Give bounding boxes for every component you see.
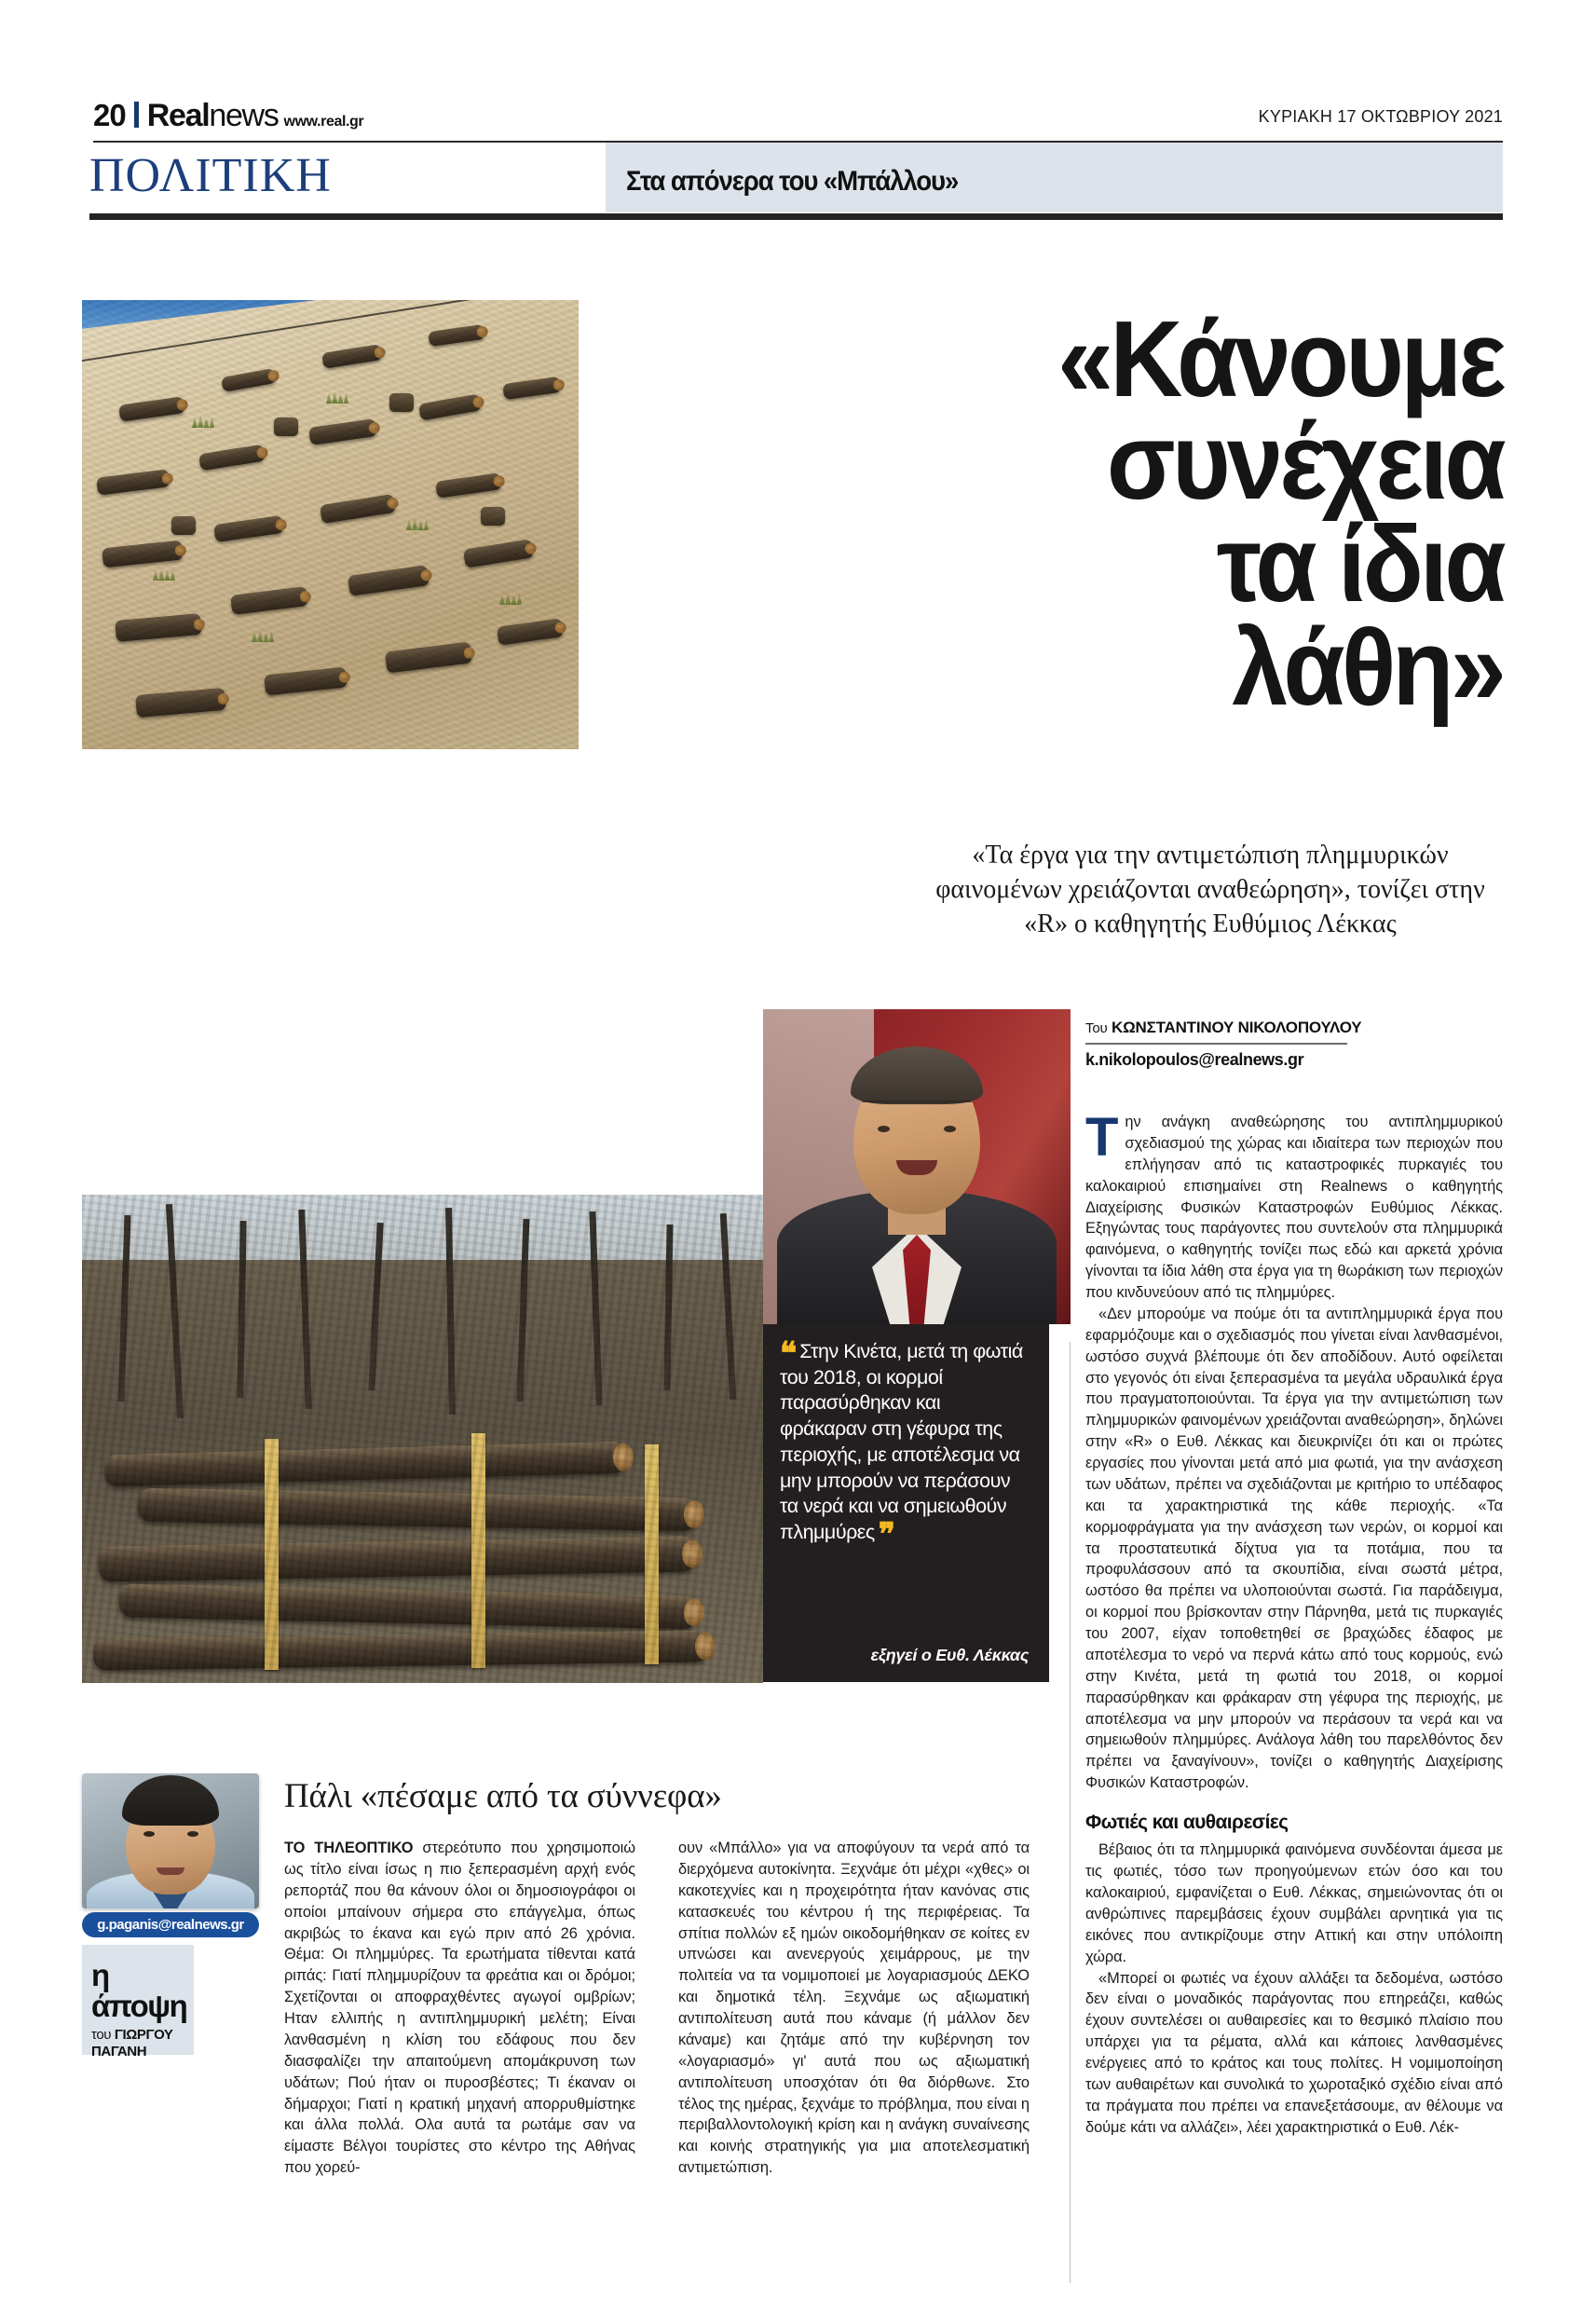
headline-line-1: «Κάνουμε	[1057, 298, 1503, 419]
portrait-glasses	[862, 1101, 972, 1127]
masthead-brand-group	[93, 98, 363, 134]
brand-light-part: news	[209, 98, 279, 133]
portrait-eye-right	[944, 1126, 956, 1132]
quote-close-icon: ❞	[878, 1517, 894, 1553]
byline-rule	[1085, 1043, 1347, 1045]
article-paragraph-4: «Μπορεί οι φωτιές να έχουν αλλάξει τα δεδομένα, ωστόσο δεν είναι ο μοναδικός παράγοντας που επηρεάζει, καθώς έχουν συντελέσει οι αυθαιρεσίες και το θεσμικό πλαίσιο που υπάρχει για τα ρέματα, αλλά και κάποιες λανθασμένες ενέργειες από το κράτος και τους πολίτες. Η νομιμοποίηση των αυθαιρέτων και συνολικά το χωροταξικό σχέδιο είναι από τα πράγματα που πρέπει να επανεξετάσουμε, αν θέλουμε να δούμε κάτι να αλλάζει», λέει χαρακτηριστικά ο Ευθ. Λέκ-	[1085, 1969, 1503, 2136]
portrait-eye-left	[878, 1126, 890, 1132]
brand-logo	[147, 98, 364, 134]
headline-line-2: συνέχεια	[1106, 401, 1503, 523]
pull-quote-box	[763, 1324, 1049, 1682]
article-deck: «Τα έργα για την αντιμετώπιση πλημμυρικών φαινομένων χρειάζονται αναθεώρηση», τονίζει στην «R» ο καθηγητής Ευθύμιος Λέκκας	[935, 841, 1485, 939]
photo-burnt-forest-logs	[82, 1195, 763, 1683]
masthead-divider-bar	[134, 102, 139, 128]
section-kicker-text: Στα απόνερα του «Μπάλλου»	[626, 166, 959, 197]
portrait-photo-lekkas	[763, 1009, 1071, 1324]
pull-quote-text-wrap	[780, 1336, 1029, 1553]
pull-quote-text: Στην Κινέτα, μετά τη φωτιά του 2018, οι κορμοί παρασύρθηκαν και φράκαραν στη γέφυρα της περιοχής, με αποτέλεσμα να μην μπορούν να περάσουν τα νερά και να σημειωθούν πλημμύρες	[780, 1340, 1023, 1544]
opinion-label-badge	[82, 1945, 194, 2059]
byline-name-line	[1085, 1019, 1503, 1037]
photo-texture	[82, 300, 579, 749]
forest-photo-texture	[82, 1195, 763, 1683]
opinion-paragraph-2: ουν «Μπάλλο» για να αποφύγουν τα νερά από τα διερχόμενα αυτοκίνητα. Ξεχνάμε ότι μέχρι «χθες» οι κακοτεχνίες και η προχειρότητα ήταν κανόνας στις κατασκευές του κέντρου ή της περιφέρειας. Τα σπίτια πολλών εξ ημών οικοδομήθηκαν σε κοίτες εν υπνώσει και ανενεργούς χειμάρρους, με την πολιτεία να τα νομιμοποιεί με λογαριασμούς ΔΕΚΟ και δημοτικά τέλη. Ξεχνάμε ως αξιωματική αντιπολίτευση αυτά που κάναμε (ή μάλλον δεν κάναμε) και ζητάμε από την κυβέρνηση τον «λογαριασμό» γι' αυτά που ως αξιωματική αντιπολίτευση υποσχόταν ότι θα διόρθωνε. Στο τέλος της ημέρας, ξεχνάμε το πρόβλημα, που είναι η περιβαλλοντολογική κρίση και η ανάγκη συναίνεσης και κοινής στρατηγικής για μια αποτελεσματική αντιμετώπιση.	[678, 1840, 1030, 2177]
opinion-badge-prefix: του	[91, 2027, 112, 2043]
opinion-title: Πάλι «πέσαμε από τα σύννεφα»	[284, 1777, 722, 1815]
article-paragraph-3: Βέβαιος ότι τα πλημμυρικά φαινόμενα συνδέονται άμεσα με τις φωτιές, τόσο των προηγούμενων ετών όσο και του καλοκαιριού, εμφανίζεται ο Ευθ. Λέκκας, σημειώνοντας ότι οι ανθρώπινες παρεμβάσεις έχουν συμβάλει αρνητικά για τις εικόνες που αντικρίζουμε στην Αττική και στην υπόλοιπη χώρα.	[1085, 1841, 1503, 1965]
brand-url: www.real.gr	[283, 114, 364, 130]
article-body-column	[1085, 1107, 1503, 2139]
opinion-author-email-badge[interactable]: g.paganis@realnews.gr	[82, 1912, 259, 1937]
page-number: 20	[93, 98, 126, 132]
pull-quote-attribution: εξηγεί ο Ευθ. Λέκκας	[870, 1646, 1029, 1664]
opinion-photo-eye-right	[187, 1831, 198, 1837]
quote-open-icon: ❝	[780, 1336, 796, 1372]
opinion-body-columns	[284, 1838, 1030, 2294]
column-divider	[1070, 1342, 1071, 2283]
opinion-badge-author-line	[91, 2027, 194, 2060]
article-paragraph-1-text: ην ανάγκη αναθεώρησης του αντιπλημμυρικού σχεδιασμού της χώρας και ιδιαίτερα των περιοχών που επλήγησαν από τις καταστροφικές πυρκαγιές του καλοκαιριού επισημαίνει στη Realnews ο καθηγητής Διαχείρισης Φυσικών Καταστροφών Ευθύμιος Λέκκας. Εξηγώντας τους παράγοντες που συντελούν στα πλημμυρικά φαινόμενα, ο καθηγητής τονίζει πως εδώ και αρκετά χρόνια γίνονται τα ίδια λάθη στα έργα για τη θωράκιση των περιοχών που κινδυνεύουν από τις πλημμύρες.	[1085, 1114, 1503, 1301]
hero-photo-logs-on-slope	[82, 300, 579, 749]
opinion-badge-title: η άποψη	[91, 1958, 187, 2023]
article-headline	[636, 298, 1503, 728]
byline-prefix: Του	[1085, 1020, 1108, 1036]
article-paragraph-2: «Δεν μπορούμε να πούμε ότι τα αντιπλημμυρικά έργα που εφαρμόζουμε και ο σχεδιασμός που γίνεται είναι λανθασμένοι, ωστόσο συχνά βλέπουμε ότι δεν αποδίδουν. Αυτό οφείλεται στο γεγονός ότι είναι ξεπερασμένα τα μεγάλα υδραυλικά έργα που πραγματοποιούνται. Τα έργα για την αντιμετώπιση των πλημμυρικών φαινομένων χρειάζονται αναθεώρηση», δηλώνει στην «R» ο Ευθ. Λέκκας και διευκρινίζει ότι και οι πρώτες εργασίες που γίνονται μετά από μια φωτιά, για την ανάσχεση των υδάτων, πρέπει να σχεδιάζονται με κριτήριο το υπέδαφος και τα χαρακτηριστικά της κάθε περιοχής. «Τα κορμοφράγματα για την ανάσχεση των νερών, οι κορμοί και τα προστατευτικά δίχτυα για τα ποτάμια, που τα προφυλάσσουν από τα σκουπίδια, είναι σωστά μέτρα, ωστόσο θα πρέπει να υλοποιούνται σωστά. Για παράδειγμα, οι κορμοί που βρίσκονταν στην Πάρνηθα, μετά τις πυρκαγιές του 2007, είχαν τοποθετηθεί σε βραχώδες έδαφος με αποτέλεσμα το νερό να περνά κάτω από τους κορμούς, ενώ στην Κινέτα, μετά τη φωτιά του 2018, οι κορμοί παρασύρθηκαν και φράκαραν στη γέφυρα της περιοχής, με αποτέλεσμα να μην μπορούν να περάσουν τα νερά και να σημειωθούν πλημμύρες. Ανάλογα λάθη του παρελθόντος δεν πρέπει να ξαναγίνουν», τονίζει ο καθηγητής Διαχείρισης Φυσικών Καταστροφών.	[1085, 1305, 1503, 1792]
masthead	[93, 98, 1503, 143]
byline-author: ΚΩΝΣΤΑΝΤΙΝΟΥ ΝΙΚΟΛΟΠΟΥΛΟΥ	[1112, 1019, 1362, 1036]
byline	[1085, 1019, 1503, 1070]
brand-bold-part: Real	[146, 98, 210, 133]
section-title: ΠΟΛΙΤΙΚΗ	[89, 149, 332, 202]
section-rule	[89, 213, 1503, 220]
opinion-author-photo	[82, 1773, 259, 1908]
opinion-photo-eye-left	[143, 1831, 155, 1837]
opinion-photo-mouth	[157, 1867, 184, 1875]
publication-date: ΚΥΡΙΑΚΗ 17 ΟΚΤΩΒΡΙΟΥ 2021	[1258, 107, 1503, 126]
opinion-paragraph-1	[284, 1838, 635, 2179]
headline-line-4: λάθη»	[1232, 606, 1503, 728]
article-subheading: Φωτιές και αυθαιρεσίες	[1085, 1812, 1289, 1833]
article-paragraph-1: Τ ην ανάγκη αναθεώρησης του αντιπλημμυρικού σχεδιασμού της χώρας και ιδιαίτερα των περιοχών που επλήγησαν από τις καταστροφικές πυρκαγιές του καλοκαιριού επισημαίνει στη Realnews ο καθηγητής Διαχείρισης Φυσικών Καταστροφών Ευθύμιος Λέκκας. Εξηγώντας τους παράγοντες που συντελούν στα πλημμυρικά φαινόμενα, ο καθηγητής τονίζει πως εδώ και αρκετά χρόνια γίνονται τα ίδια λάθη στα έργα για τη θωράκιση των περιοχών που κινδυνεύουν από τις πλημμύρες.	[1085, 1107, 1503, 1301]
opinion-lead-in: ΤΟ ΤΗΛΕΟΠΤΙΚΟ	[284, 1840, 414, 1856]
headline-line-3: τα ίδια	[1216, 503, 1503, 625]
opinion-badge-author: ΓΙΩΡΓΟΥ ΠΑΓΑΝΗ	[91, 2027, 173, 2059]
byline-email: k.nikolopoulos@realnews.gr	[1085, 1050, 1304, 1069]
opinion-column-1-text: στερεότυπο που χρησιμοποιώ ως τίτλο είναι ίσως η πιο ξεπερασμένη αρχή ενός ρεπορτάζ που θα κάνουν όλοι οι δημοσιογράφοι οι οποίοι μπαίνουν σήμερα στο επάγγελμα, όπως ακριβώς το έκανα και εγώ πριν από 26 χρόνια. Θέμα: Οι πλημμύρες. Τα ερωτήματα τίθενται κατά ριπάς: Γιατί πλημμυρίζουν τα φρεάτια και οι δρόμοι; Σχετίζονται οι αποφραχθέντες αγωγοί ομβρίων; Ηταν ελλιπής η αντιπλημμυρική μελέτη; Είναι λανθασμένη η κλίση του εδάφους που δεν διασφαλίζει την απαιτούμενη απομάκρυνση των υδάτων; Πού ήταν οι πυροσβέστες; Τι έκαναν οι δήμαρχοι; Γιατί η κρατική μηχανή απορρυθμίστηκε και άλλα πολλά. Ολα αυτά τα ρωτάμε σαν να είμαστε Βέλγοι τουρίστες στο κέντρο της Αθήνας που χορεύ-	[284, 1840, 635, 2177]
